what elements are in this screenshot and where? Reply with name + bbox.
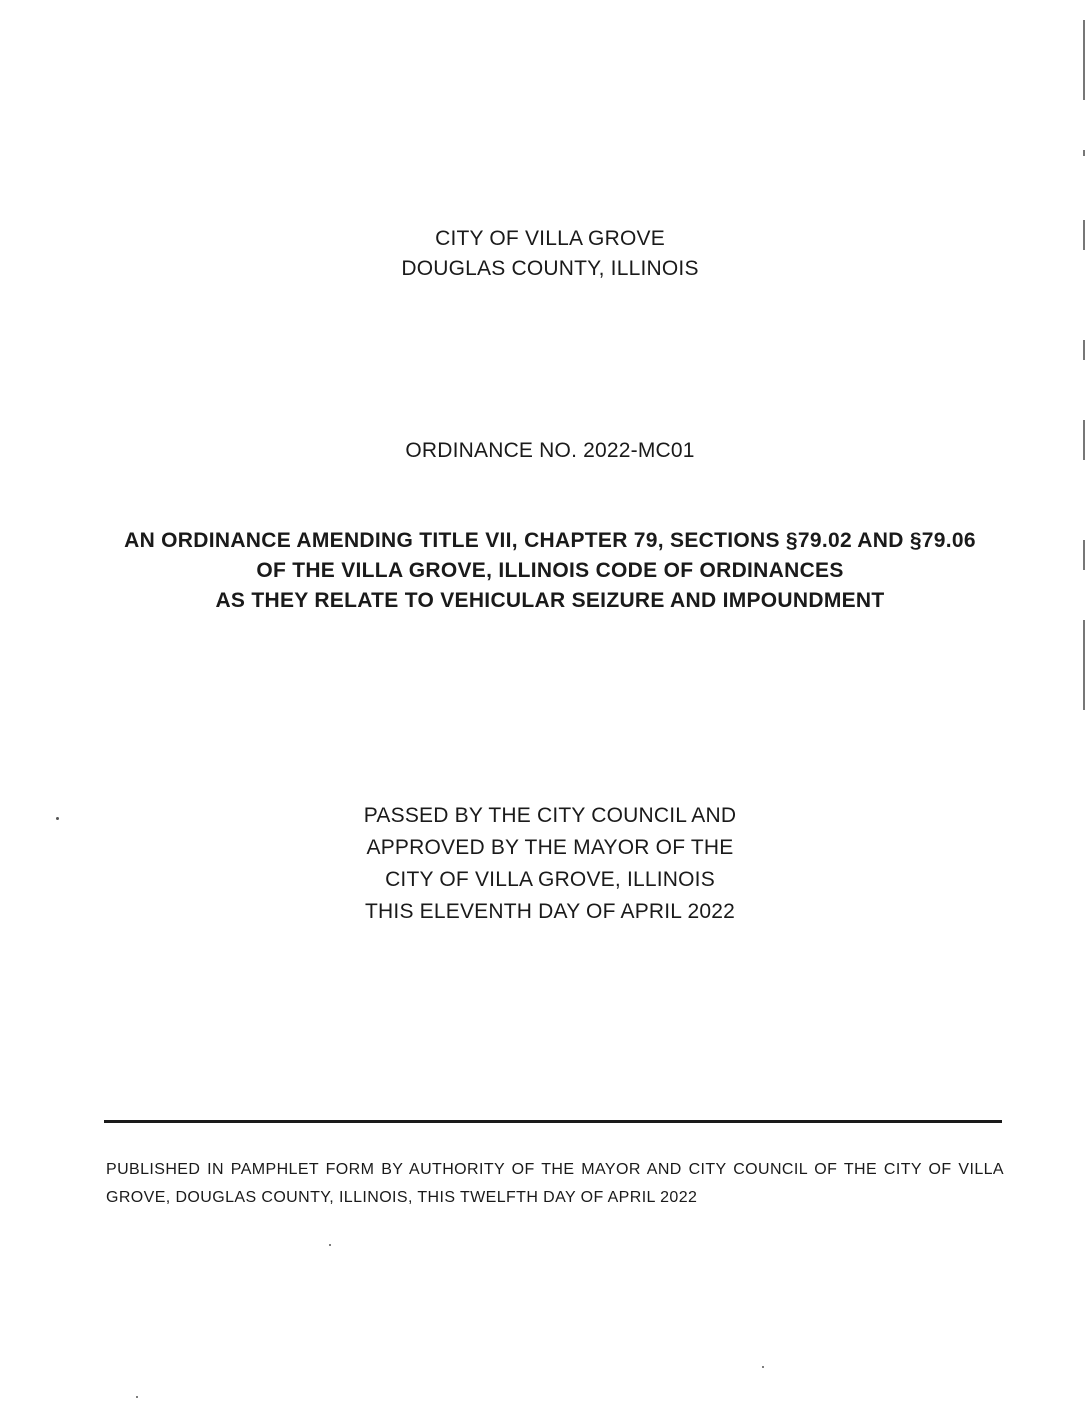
horizontal-divider (104, 1120, 1002, 1123)
passed-line-4: THIS ELEVENTH DAY OF APRIL 2022 (365, 900, 735, 923)
passed-statement (0, 800, 1088, 928)
title-line-1: AN ORDINANCE AMENDING TITLE VII, CHAPTER 79, SECTIONS §79.02 AND §79.06 (124, 529, 976, 552)
passed-line-2: APPROVED BY THE MAYOR OF THE (366, 836, 734, 859)
scan-edge-marks (1083, 20, 1086, 720)
ordinance-number: ORDINANCE NO. 2022-MC01 (405, 439, 695, 462)
title-line-3: AS THEY RELATE TO VEHICULAR SEIZURE AND IMPOUNDMENT (215, 589, 885, 612)
city-name: CITY OF VILLA GROVE (435, 227, 665, 250)
scan-speck (329, 1244, 331, 1246)
municipality-header (0, 224, 1088, 284)
scan-speck (762, 1366, 764, 1368)
county-state: DOUGLAS COUNTY, ILLINOIS (401, 257, 699, 280)
publication-notice: PUBLISHED IN PAMPHLET FORM BY AUTHORITY OF THE MAYOR AND CITY COUNCIL OF THE CITY OF VILLA GROVE, DOUGLAS COUNTY, ILLINOIS, THIS TWELFTH DAY OF APRIL 2022 (106, 1161, 1004, 1206)
passed-line-3: CITY OF VILLA GROVE, ILLINOIS (385, 868, 715, 891)
ordinance-title (0, 526, 1088, 616)
scan-speck (56, 817, 59, 820)
passed-line-1: PASSED BY THE CITY COUNCIL AND (363, 804, 737, 827)
scan-speck (136, 1396, 138, 1398)
title-line-2: OF THE VILLA GROVE, ILLINOIS CODE OF ORDINANCES (256, 559, 844, 582)
